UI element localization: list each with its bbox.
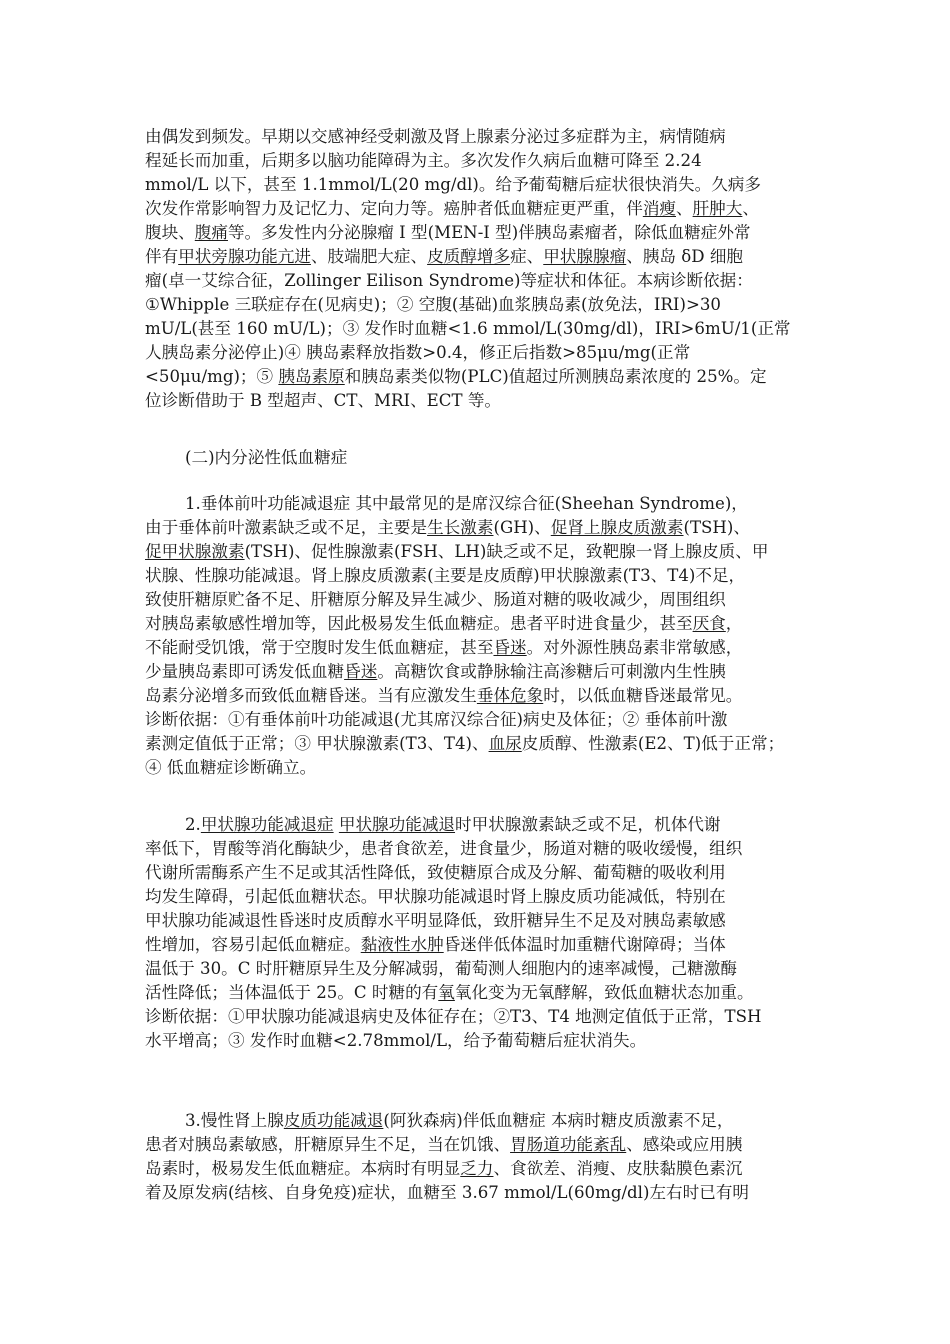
- underlined-term-link[interactable]: 昏迷: [344, 662, 378, 681]
- paragraph-pituitary-hypofunction: [145, 492, 825, 780]
- text-line: 1.垂体前叶功能减退症 其中最常见的是席汉综合征(Sheehan Syndrome)，: [185, 494, 748, 513]
- text-line: 率低下，胃酸等消化酶缺少，患者食欲差，进食量少，肠道对糖的吸收缓慢，组织: [145, 839, 743, 858]
- text-line: 次发作常影响智力及记忆力、定向力等。癌肿者低血糖症更严重，伴消瘦、肝肿大、: [145, 199, 759, 218]
- underlined-term-link[interactable]: 甲状腺功能减退症: [200, 815, 334, 834]
- underlined-term-link[interactable]: 促甲状腺激素: [145, 542, 245, 561]
- underlined-term-link[interactable]: 厌食: [692, 614, 726, 633]
- text-line: 人胰岛素分泌停止)④ 胰岛素释放指数>0.4，修正后指数>85μu/mg(正常: [145, 343, 691, 362]
- text-line: 诊断依据：①甲状腺功能减退病史及体征存在；②T3、T4 地测定值低于正常，TSH: [145, 1007, 762, 1026]
- text-line: 伴有甲状旁腺功能亢进、肢端肥大症、皮质醇增多症、甲状腺腺瘤、胰岛 δD 细胞: [145, 247, 744, 266]
- text-line: 岛素时，极易发生低血糖症。本病时有明显乏力、食欲差、消瘦、皮肤黏膜色素沉: [145, 1159, 743, 1178]
- paragraph-hypothyroidism: [145, 813, 825, 1053]
- text-line: 患者对胰岛素敏感，肝糖原异生不足，当在饥饿、胃肠道功能紊乱、感染或应用胰: [145, 1135, 743, 1154]
- text-line: 不能耐受饥饿，常于空腹时发生低血糖症，甚至昏迷。对外源性胰岛素非常敏感，: [145, 638, 743, 657]
- text-line: 甲状腺功能减退性昏迷时皮质醇水平明显降低，致肝糖异生不足及对胰岛素敏感: [145, 911, 726, 930]
- text-line: 活性降低；当体温低于 25。C 时糖的有氧氧化变为无氧酵解，致低血糖状态加重。: [145, 983, 754, 1002]
- text-line: 腹块、腹痛等。多发性内分泌腺瘤 I 型(MEN-I 型)伴胰岛素瘤者，除低血糖症外常: [145, 223, 751, 242]
- paragraph-addison-disease: [145, 1109, 825, 1205]
- underlined-term-link[interactable]: 垂体危象: [476, 686, 544, 705]
- text-line: 2.甲状腺功能减退症 甲状腺功能减退时甲状腺激素缺乏或不足，机体代谢: [185, 815, 721, 834]
- paragraph-insulinoma-diagnosis: [145, 125, 825, 413]
- underlined-term-link[interactable]: 昏迷: [493, 638, 527, 657]
- underlined-term-link[interactable]: 腹痛: [194, 223, 228, 242]
- text-line: ④ 低血糖症诊断确立。: [145, 758, 317, 777]
- underlined-term-link[interactable]: 皮质功能减退: [283, 1111, 384, 1130]
- underlined-term-link[interactable]: 甲状腺腺瘤: [543, 247, 627, 266]
- underlined-term-link[interactable]: 促肾上腺皮质激素: [550, 518, 684, 537]
- underlined-term-link[interactable]: 生长激素: [427, 518, 494, 537]
- text-line: 均发生障碍，引起低血糖状态。甲状腺功能减退时肾上腺皮质功能减低，特别在: [145, 887, 726, 906]
- underlined-term-link[interactable]: 胃肠道功能紊乱: [510, 1135, 627, 1154]
- text-line: ①Whipple 三联症存在(见病史)；② 空腹(基础)血浆胰岛素(放免法，IRI)>30: [145, 295, 721, 314]
- underlined-term-link[interactable]: 乏力: [460, 1159, 494, 1178]
- underlined-term-link[interactable]: 甲状腺功能减退: [338, 815, 456, 834]
- text-line: 素测定值低于正常；③ 甲状腺激素(T3、T4)、血尿皮质醇、性激素(E2、T)低于正常；: [145, 734, 785, 753]
- text-line: 3.慢性肾上腺皮质功能减退(阿狄森病)伴低血糖症 本病时糖皮质激素不足，: [185, 1111, 734, 1130]
- underlined-term-link[interactable]: 血尿: [488, 734, 522, 753]
- underlined-term-link[interactable]: 黏液性水肿: [360, 935, 444, 954]
- text-line: 瘤(卓一艾综合征，Zollinger Eilison Syndrome)等症状和体征。本病诊断依据：: [145, 271, 753, 290]
- text-line: 温低于 30。C 时肝糖原异生及分解减弱，葡萄测人细胞内的速率减慢，己糖激酶: [145, 959, 737, 978]
- underlined-term-link[interactable]: 消瘦: [642, 199, 676, 218]
- text-line: 程延长而加重，后期多以脑功能障碍为主。多次发作久病后血糖可降至 2.24: [145, 151, 702, 170]
- text-line: 着及原发病(结核、自身免疫)症状，血糖至 3.67 mmol/L(60mg/dl)左右时已有明: [145, 1183, 750, 1202]
- text-line: 性增加，容易引起低血糖症。黏液性水肿昏迷伴低体温时加重糖代谢障碍；当体: [145, 935, 726, 954]
- text-line: 由于垂体前叶激素缺乏或不足，主要是生长激素(GH)、促肾上腺皮质激素(TSH)、: [145, 518, 750, 537]
- text-line: mmol/L 以下，甚至 1.1mmol/L(20 mg/dl)。给予葡萄糖后症状很快消失。久病多: [145, 175, 761, 194]
- underlined-term-link[interactable]: 肝肿大: [692, 199, 743, 218]
- underlined-term-link[interactable]: 甲状旁腺功能亢进: [178, 247, 311, 266]
- underlined-term-link[interactable]: 皮质醇增多: [427, 247, 511, 266]
- text-line: 诊断依据：①有垂体前叶功能减退(尤其席汉综合征)病史及体征；② 垂体前叶激: [145, 710, 728, 729]
- text-line: 由偶发到频发。早期以交感神经受刺激及肾上腺素分泌过多症群为主，病情随病: [145, 127, 726, 146]
- text-line: 代谢所需酶系产生不足或其活性降低，致使糖原合成及分解、葡萄糖的吸收利用: [145, 863, 726, 882]
- text-line: 对胰岛素敏感性增加等，因此极易发生低血糖症。患者平时进食量少，甚至厌食，: [145, 614, 743, 633]
- text-line: 少量胰岛素即可诱发低血糖昏迷。高糖饮食或静脉输注高渗糖后可刺激内生性胰: [145, 662, 726, 681]
- text-line: 促甲状腺激素(TSH)、促性腺激素(FSH、LH)缺乏或不足，致靶腺一肾上腺皮质、甲: [145, 542, 769, 561]
- text-line: 岛素分泌增多而致低血糖昏迷。当有应激发生垂体危象时，以低血糖昏迷最常见。: [145, 686, 743, 705]
- text-line: 致使肝糖原贮备不足、肝糖原分解及异生减少、肠道对糖的吸收减少，周围组织: [145, 590, 726, 609]
- text-line: mU/L(甚至 160 mU/L)；③ 发作时血糖<1.6 mmol/L(30mg/dl)，IRI>6mU/1(正常: [145, 319, 791, 338]
- underlined-term-link[interactable]: 氧: [438, 983, 455, 1002]
- text-line: 状腺、性腺功能减退。肾上腺皮质激素(主要是皮质醇)甲状腺激素(T3、T4)不足，: [145, 566, 746, 585]
- text-line: 水平增高；③ 发作时血糖<2.78mmol/L，给予葡萄糖后症状消失。: [145, 1031, 647, 1050]
- text-line: <50μu/mg)；⑤ 胰岛素原和胰岛素类似物(PLC)值超过所测胰岛素浓度的 25%。定: [145, 367, 767, 386]
- underlined-term-link[interactable]: 胰岛素原: [278, 367, 345, 386]
- text-line: 位诊断借助于 B 型超声、CT、MRI、ECT 等。: [145, 391, 502, 410]
- section-heading: (二)内分泌性低血糖症: [185, 448, 348, 467]
